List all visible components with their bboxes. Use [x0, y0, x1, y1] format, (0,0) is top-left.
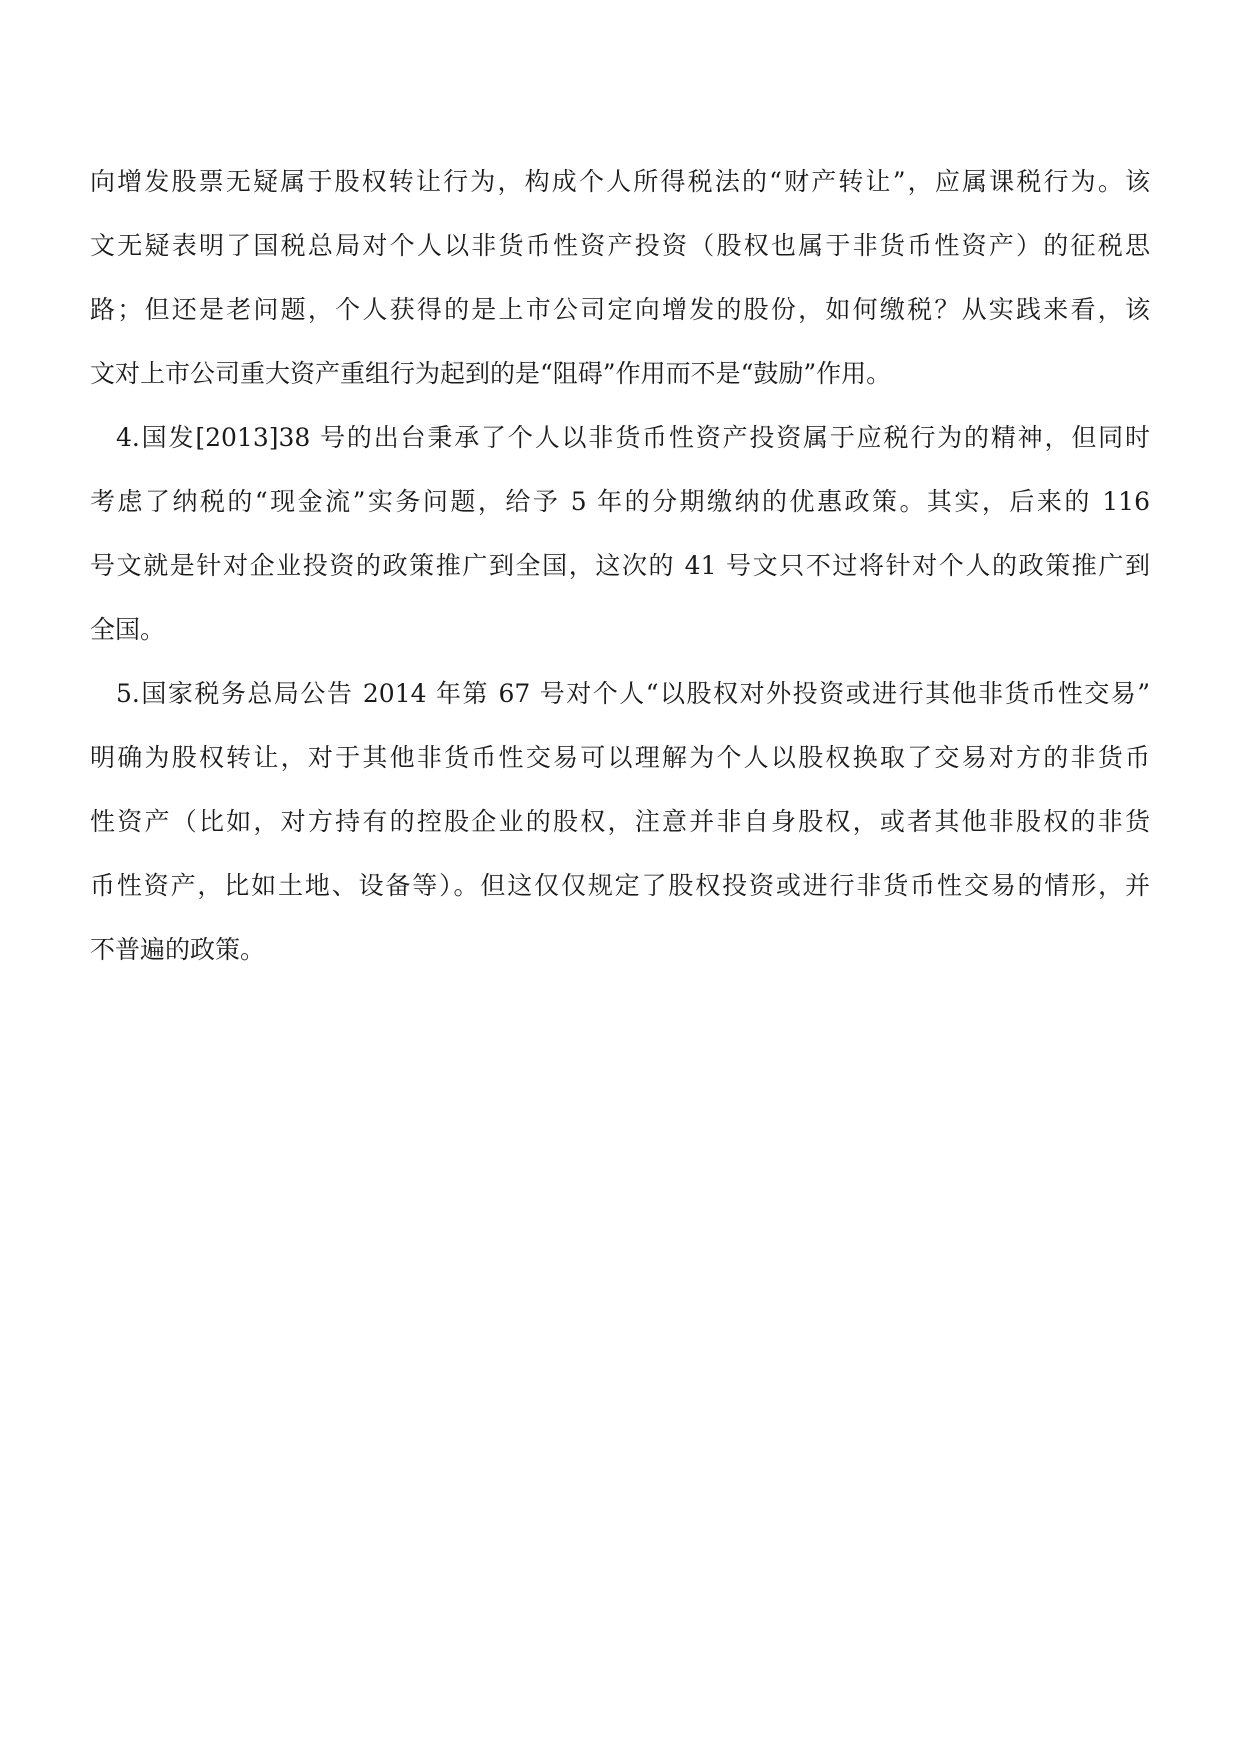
text-line-10: 明确为股权转让，对于其他非货币性交易可以理解为个人以股权换取了交易对方的非货币: [90, 743, 1150, 772]
document-body: [90, 150, 1150, 982]
text-line-9: 5.国家税务总局公告 2014 年第 67 号对个人“以股权对外投资或进行其他非货币性交易”: [116, 679, 1150, 708]
text-line-2: 文无疑表明了国税总局对个人以非货币性资产投资（股权也属于非货币性资产）的征税思: [90, 231, 1150, 260]
text-line-13: 不普遍的政策。: [90, 935, 266, 964]
text-line-7: 号文就是针对企业投资的政策推广到全国，这次的 41 号文只不过将针对个人的政策推广到: [90, 551, 1150, 580]
text-line-6: 考虑了纳税的“现金流”实务问题，给予 5 年的分期缴纳的优惠政策。其实，后来的 116: [90, 487, 1150, 516]
text-line-4: 文对上市公司重大资产重组行为起到的是“阻碍”作用而不是“鼓励”作用。: [90, 359, 892, 388]
text-line-5: 4.国发[2013]38 号的出台秉承了个人以非货币性资产投资属于应税行为的精神，但同时: [116, 423, 1150, 452]
text-line-1: 向增发股票无疑属于股权转让行为，构成个人所得税法的“财产转让”，应属课税行为。该: [90, 167, 1150, 196]
text-line-12: 币性资产，比如土地、设备等）。但这仅仅规定了股权投资或进行非货币性交易的情形，并: [90, 871, 1150, 900]
text-line-8: 全国。: [90, 615, 166, 644]
text-line-3: 路；但还是老问题，个人获得的是上市公司定向增发的股份，如何缴税？从实践来看，该: [90, 295, 1150, 324]
text-line-11: 性资产（比如，对方持有的控股企业的股权，注意并非自身股权，或者其他非股权的非货: [90, 807, 1150, 836]
